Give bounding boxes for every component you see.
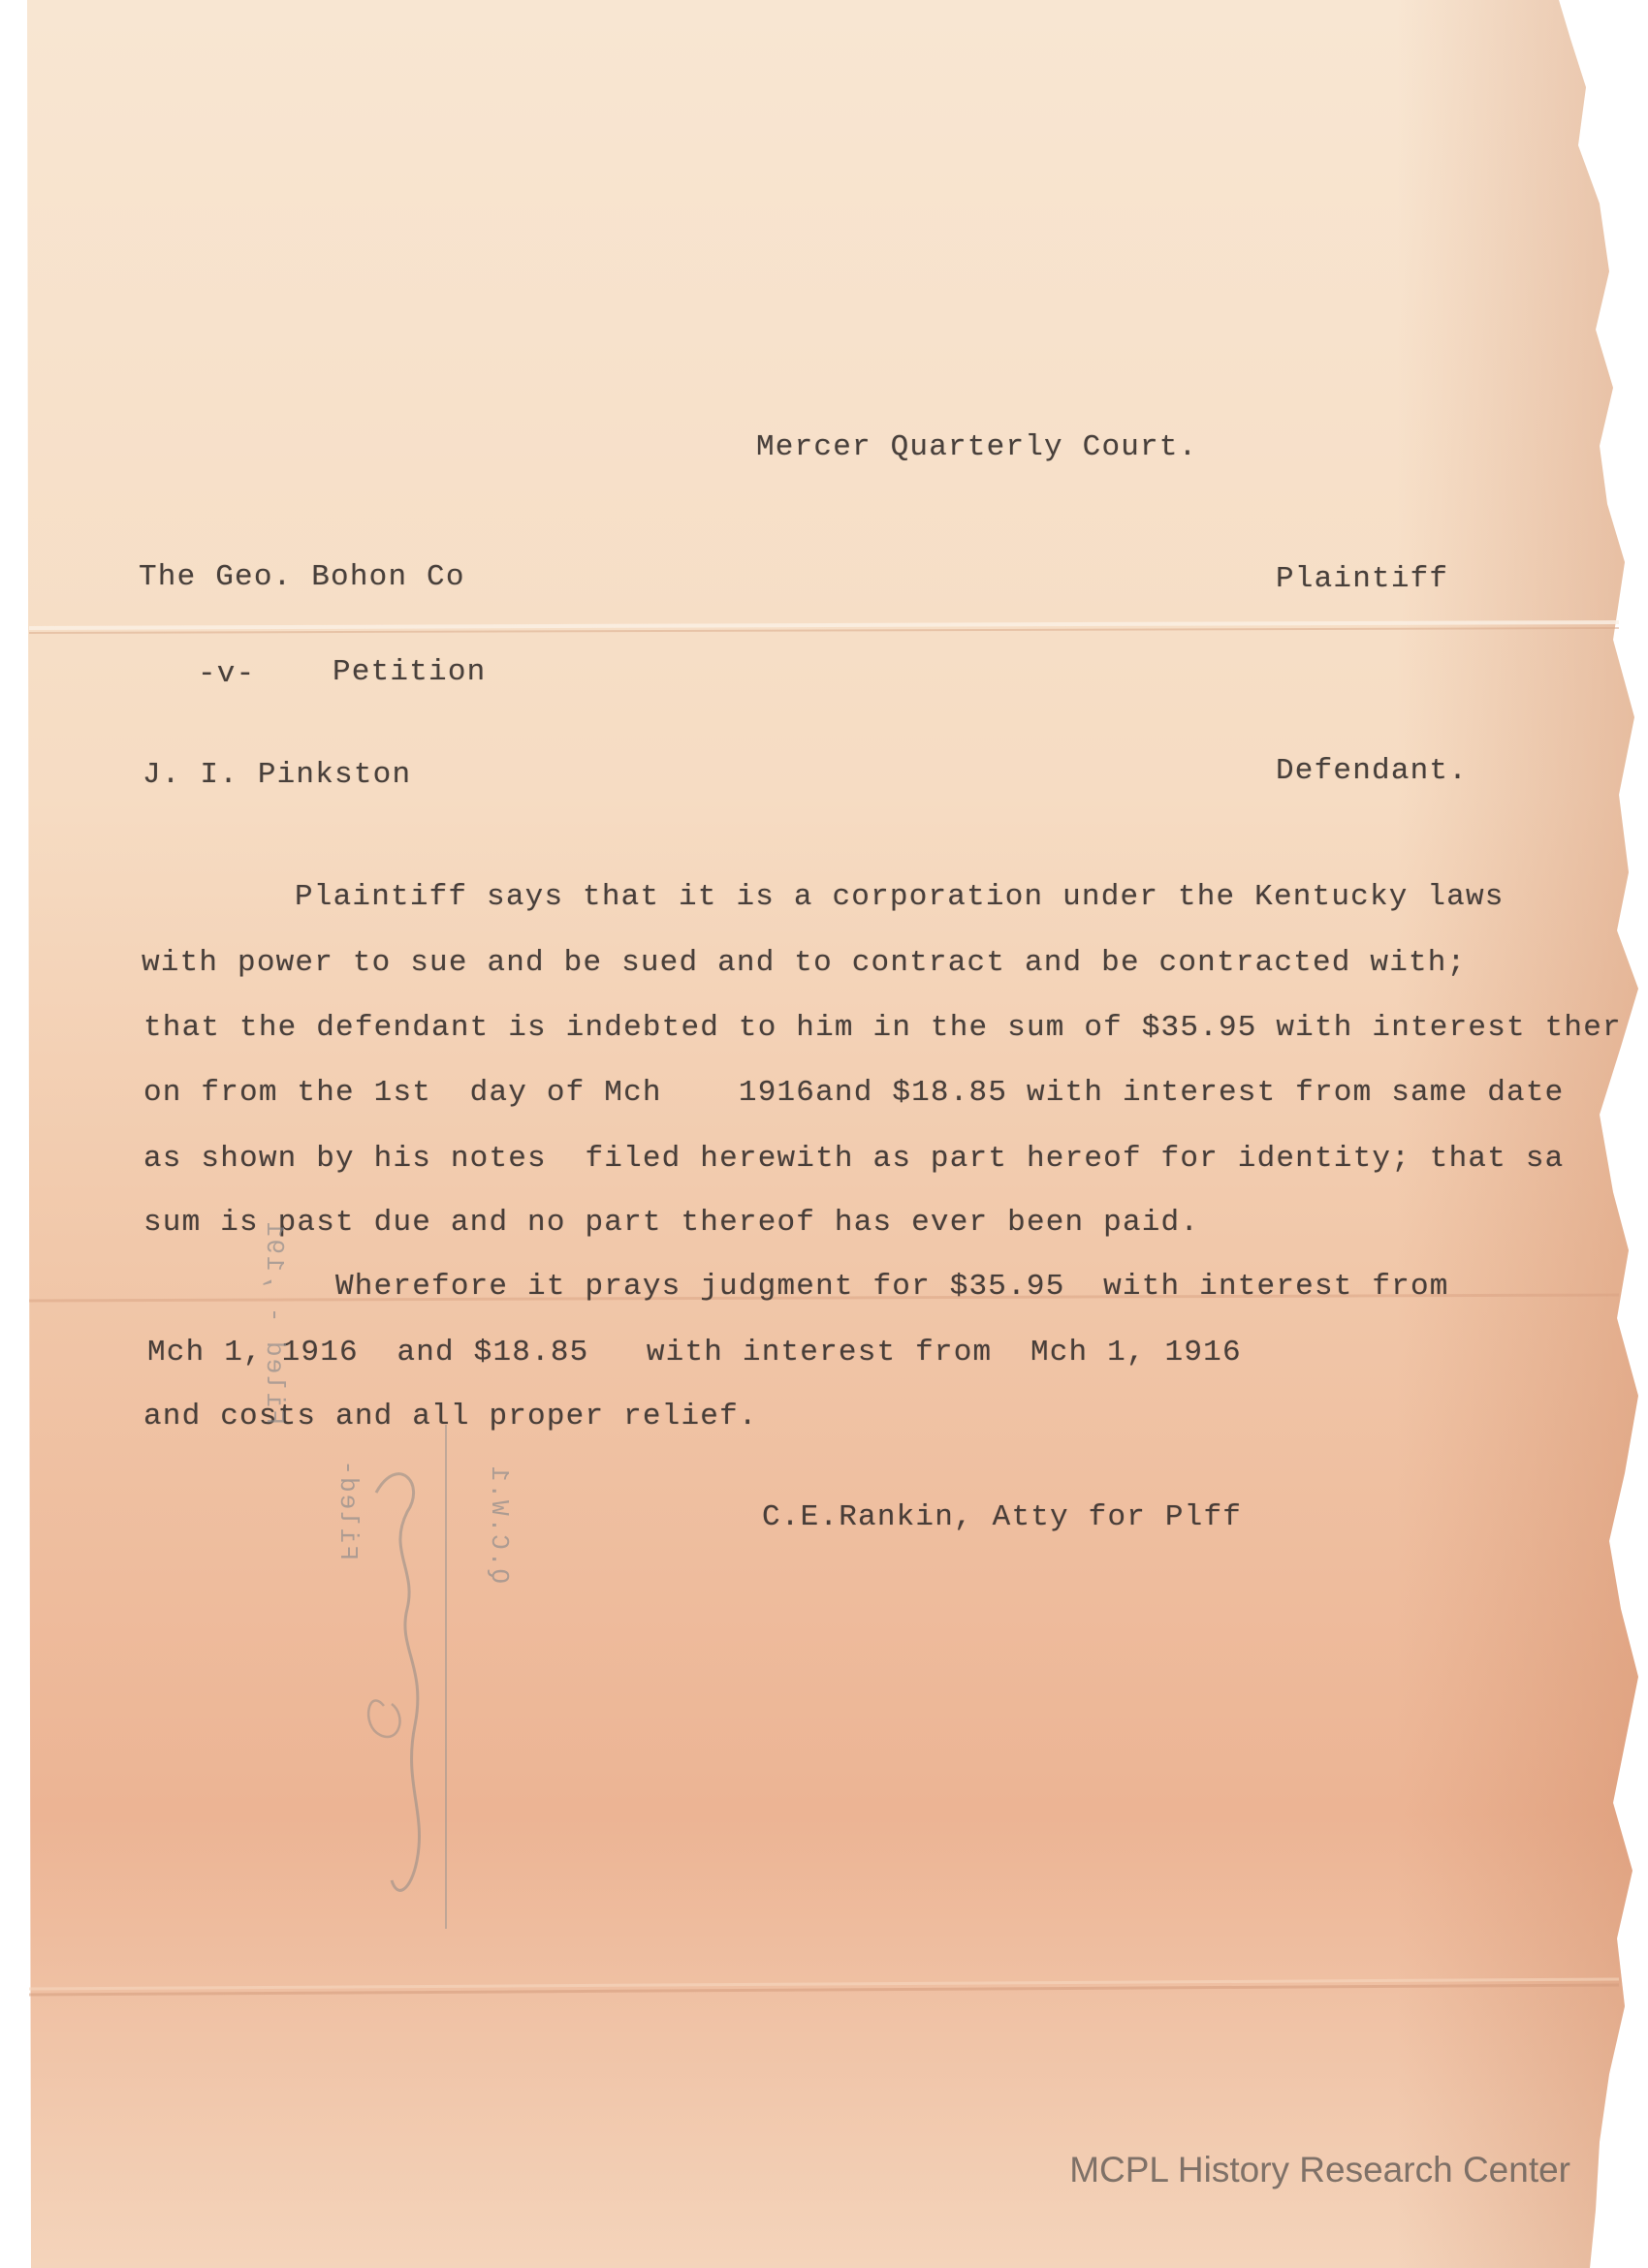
filed-date-stamp: Filed - ,191 xyxy=(260,1219,289,1425)
plaintiff-role: Plaintiff xyxy=(1276,562,1449,596)
body-line: Plaintiff says that it is a corporation under the Kentucky laws xyxy=(295,880,1505,914)
body-line: with power to sue and be sued and to contract and be contracted with; xyxy=(142,946,1467,980)
body-line: on from the 1st day of Mch 1916and $18.85 with interest from same date xyxy=(143,1076,1565,1110)
defendant-role: Defendant. xyxy=(1276,754,1469,788)
document-type: Petition xyxy=(333,655,487,689)
body-line: Mch 1, 1916 and $18.85 with interest from Mch 1, 1916 xyxy=(147,1336,1242,1370)
attorney-signature: C.E.Rankin, Atty for Plff xyxy=(762,1500,1243,1534)
body-line: and costs and all proper relief. xyxy=(143,1400,758,1433)
body-line: as shown by his notes filed herewith as part hereof for identity; that sa xyxy=(143,1142,1565,1176)
body-line: that the defendant is indebted to him in the sum of $35.95 with interest ther xyxy=(143,1011,1622,1045)
versus-mark: -v- xyxy=(198,657,256,691)
court-heading: Mercer Quarterly Court. xyxy=(756,430,1198,464)
body-line: sum is past due and no part thereof has ever been paid. xyxy=(143,1206,1200,1240)
plaintiff-name: The Geo. Bohon Co xyxy=(139,560,465,594)
filed-label-stamp: Filed- xyxy=(333,1458,363,1560)
archive-watermark: MCPL History Research Center xyxy=(1069,2150,1570,2189)
body-line: Wherefore it prays judgment for $35.95 with interest from xyxy=(335,1270,1449,1304)
clerk-stamp: Q.C.W.1 xyxy=(485,1464,514,1584)
defendant-name: J. I. Pinkston xyxy=(143,758,412,792)
